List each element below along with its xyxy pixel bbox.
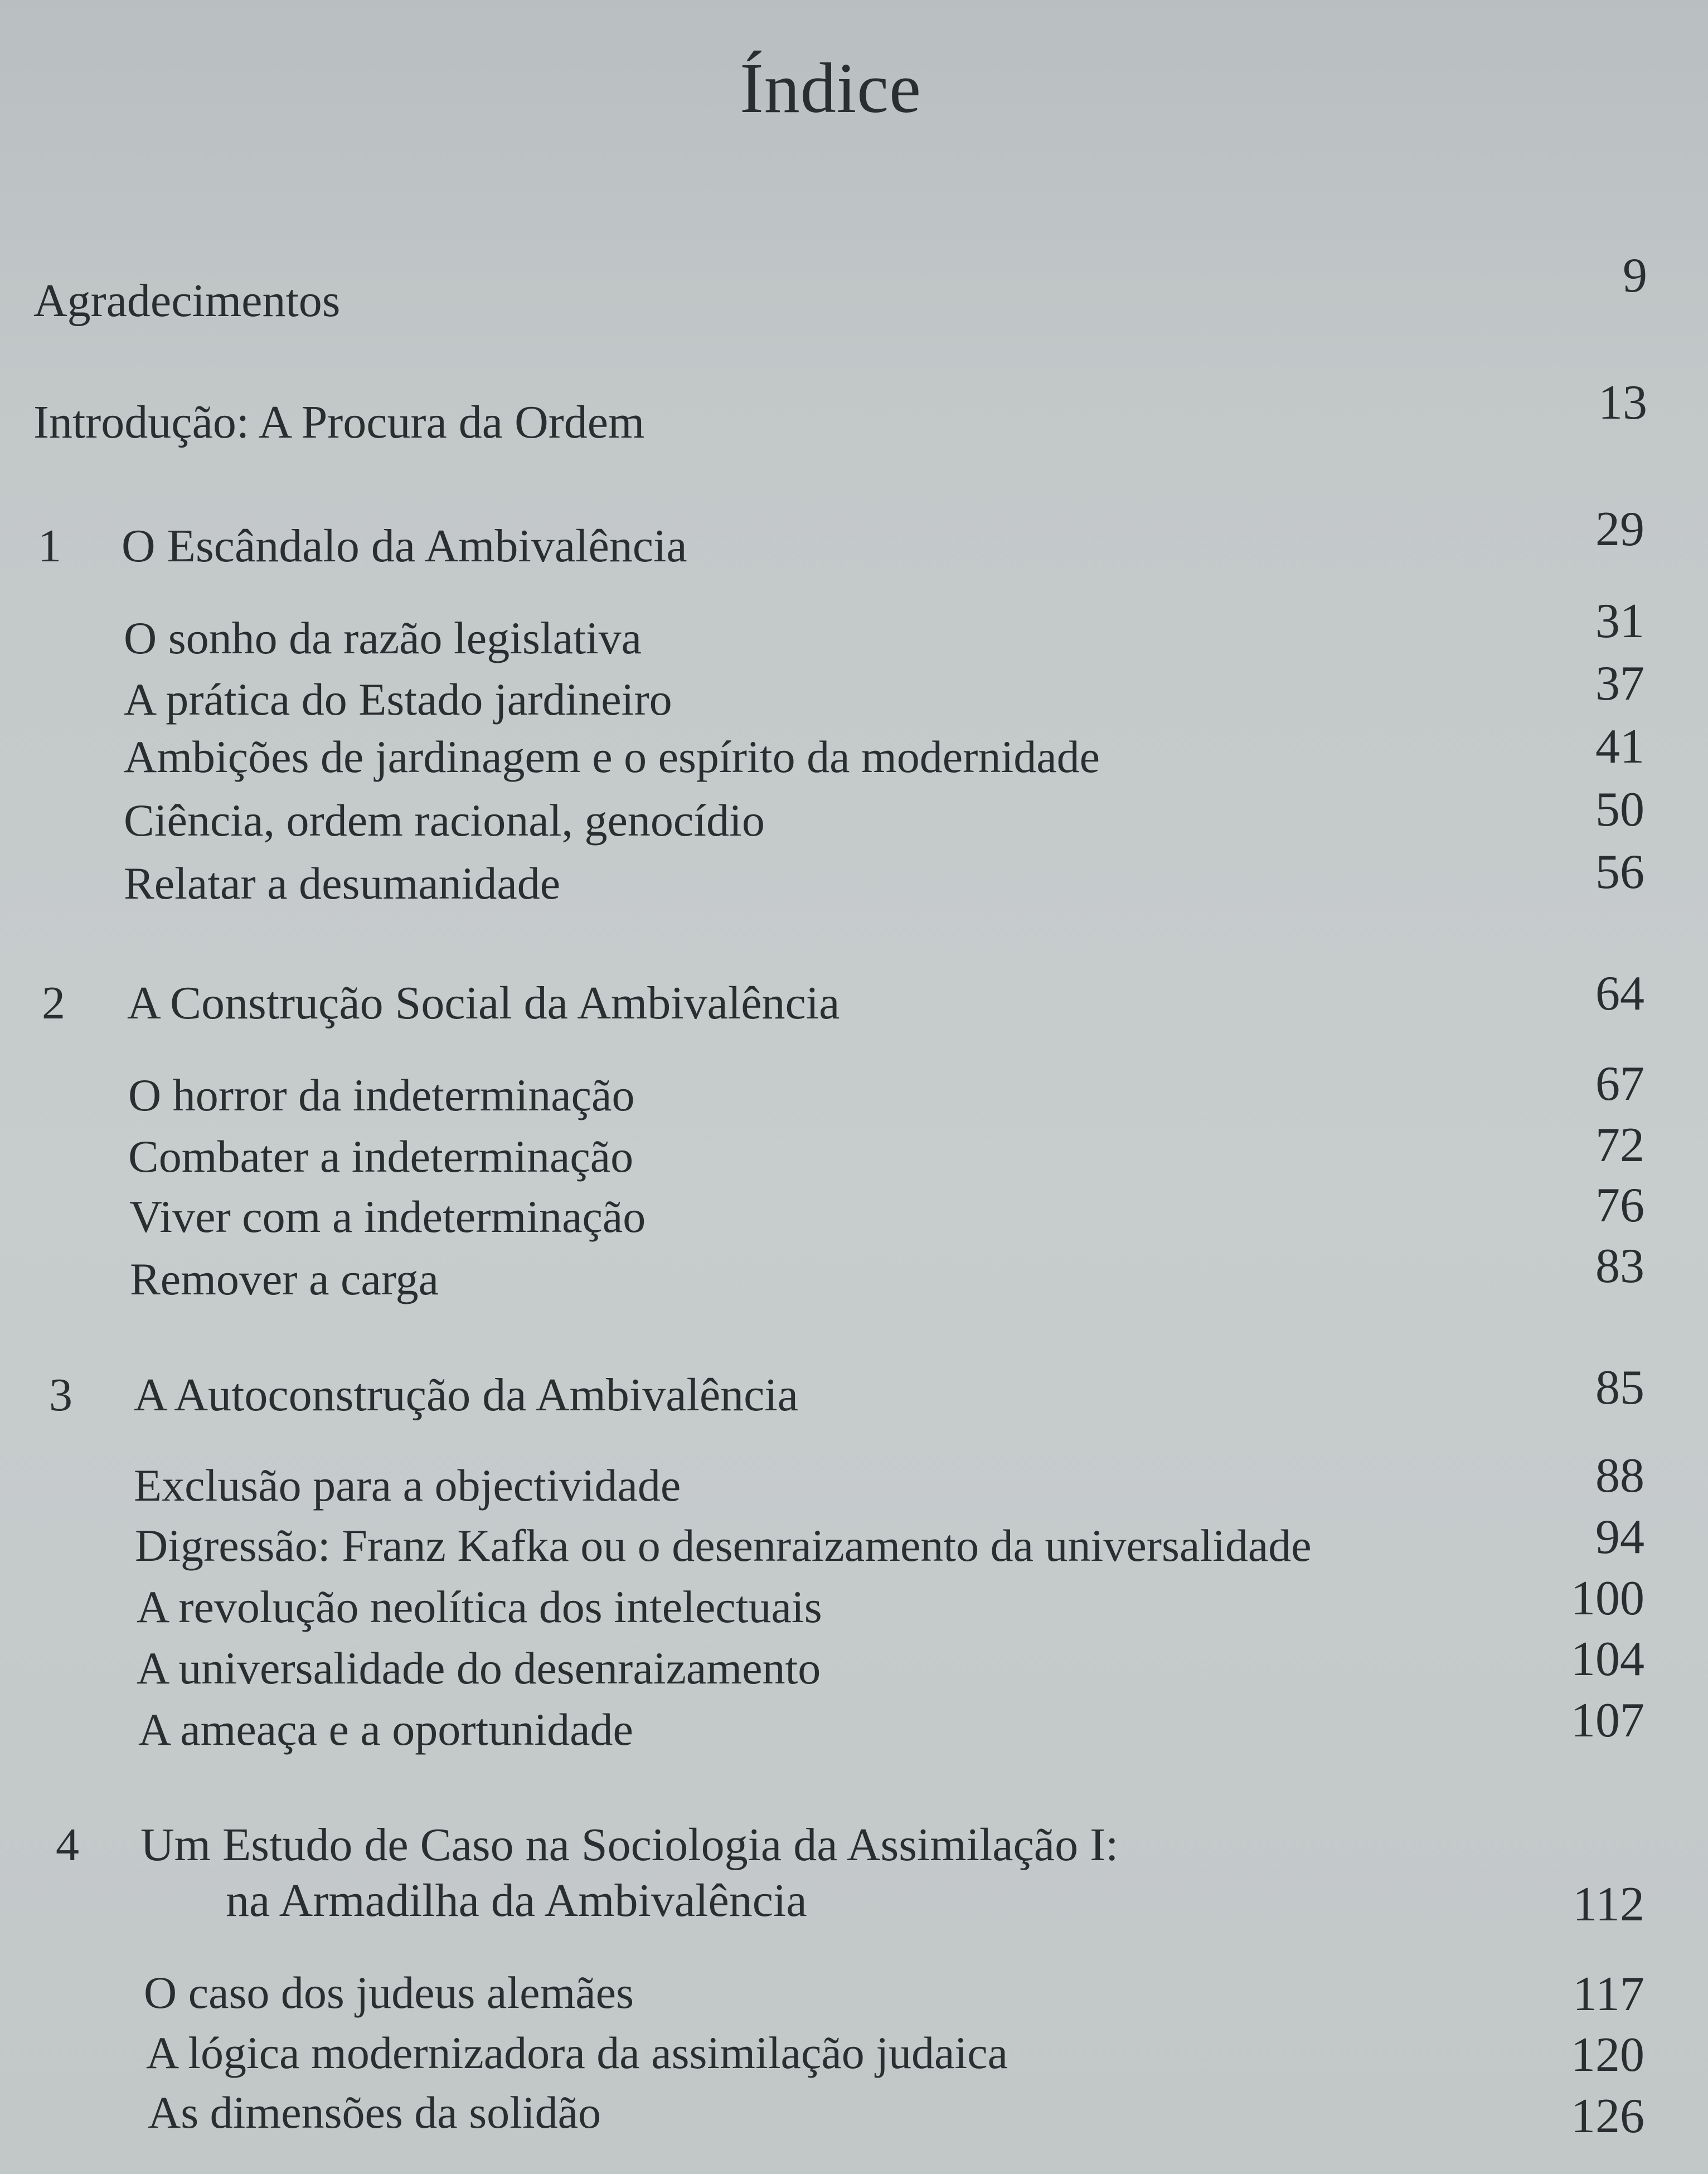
toc-section: A universalidade do desenraizamento — [137, 1643, 821, 1693]
toc-section: A revolução neolítica dos intelectuais — [137, 1581, 822, 1632]
toc-section: Ambições de jardinagem e o espírito da modernidade — [124, 731, 1100, 782]
toc-page-number: 104 — [1571, 1632, 1644, 1686]
toc-page-number: 117 — [1573, 1967, 1644, 2021]
toc-section: O sonho da razão legislativa — [124, 613, 642, 663]
toc-section: Exclusão para a objectividade — [134, 1460, 681, 1511]
toc-page-number: 37 — [1595, 657, 1644, 711]
toc-entry-label: Introdução: A Procura da Ordem — [33, 396, 645, 448]
toc-page-number: 83 — [1595, 1239, 1644, 1293]
chapter-title: A Construção Social da Ambivalência — [127, 977, 840, 1029]
toc-section: Remover a carga — [130, 1254, 439, 1304]
toc-section: Ciência, ordem racional, genocídio — [124, 795, 765, 846]
chapter-number: 2 — [42, 977, 65, 1029]
toc-page-number: 29 — [1595, 502, 1644, 556]
toc-page-number: 107 — [1571, 1693, 1644, 1748]
toc-section: Digressão: Franz Kafka ou o desenraizamento da universalidade — [135, 1520, 1312, 1571]
toc-section: O caso dos judeus alemães — [144, 1967, 634, 2018]
toc-page-number: 120 — [1571, 2028, 1644, 2082]
chapter-title: O Escândalo da Ambivalência — [122, 520, 687, 572]
toc-section: O horror da indeterminação — [128, 1070, 635, 1120]
toc-page-number: 100 — [1571, 1571, 1644, 1625]
toc-page-number: 9 — [1623, 249, 1647, 303]
toc-page-number: 72 — [1595, 1118, 1644, 1172]
toc-page-number: 64 — [1595, 967, 1644, 1021]
chapter-number: 4 — [56, 1819, 79, 1871]
toc-entry-label: Agradecimentos — [33, 275, 341, 327]
toc-section: A lógica modernizadora da assimilação judaica — [146, 2027, 1008, 2078]
page-title: Índice — [740, 48, 921, 128]
toc-section: Relatar a desumanidade — [124, 858, 561, 909]
toc-page-number: 50 — [1595, 783, 1644, 837]
toc-section: Combater a indeterminação — [128, 1131, 634, 1182]
toc-page-number: 88 — [1595, 1449, 1644, 1503]
toc-page-number: 85 — [1595, 1361, 1644, 1415]
toc-section: A ameaça e a oportunidade — [138, 1704, 633, 1755]
toc-page-number: 76 — [1595, 1178, 1644, 1232]
toc-page-number: 41 — [1595, 720, 1644, 774]
chapter-number: 1 — [38, 520, 61, 572]
toc-page-number: 31 — [1595, 594, 1644, 648]
chapter-title: Um Estudo de Caso na Sociologia da Assimilação I: — [140, 1819, 1119, 1871]
toc-section: Viver com a indeterminação — [129, 1191, 646, 1242]
toc-section: As dimensões da solidão — [148, 2087, 601, 2138]
toc-page-number: 112 — [1573, 1877, 1644, 1932]
toc-page-number: 67 — [1595, 1057, 1644, 1111]
chapter-number: 3 — [49, 1369, 72, 1421]
toc-page-number: 13 — [1598, 376, 1647, 430]
chapter-title: A Autoconstrução da Ambivalência — [134, 1369, 799, 1421]
toc-section: A prática do Estado jardineiro — [124, 674, 672, 725]
toc-page-number: 94 — [1595, 1510, 1644, 1564]
toc-page-number: 56 — [1595, 845, 1644, 899]
toc-page-number: 126 — [1571, 2089, 1644, 2143]
chapter-title-line2: na Armadilha da Ambivalência — [226, 1875, 807, 1926]
